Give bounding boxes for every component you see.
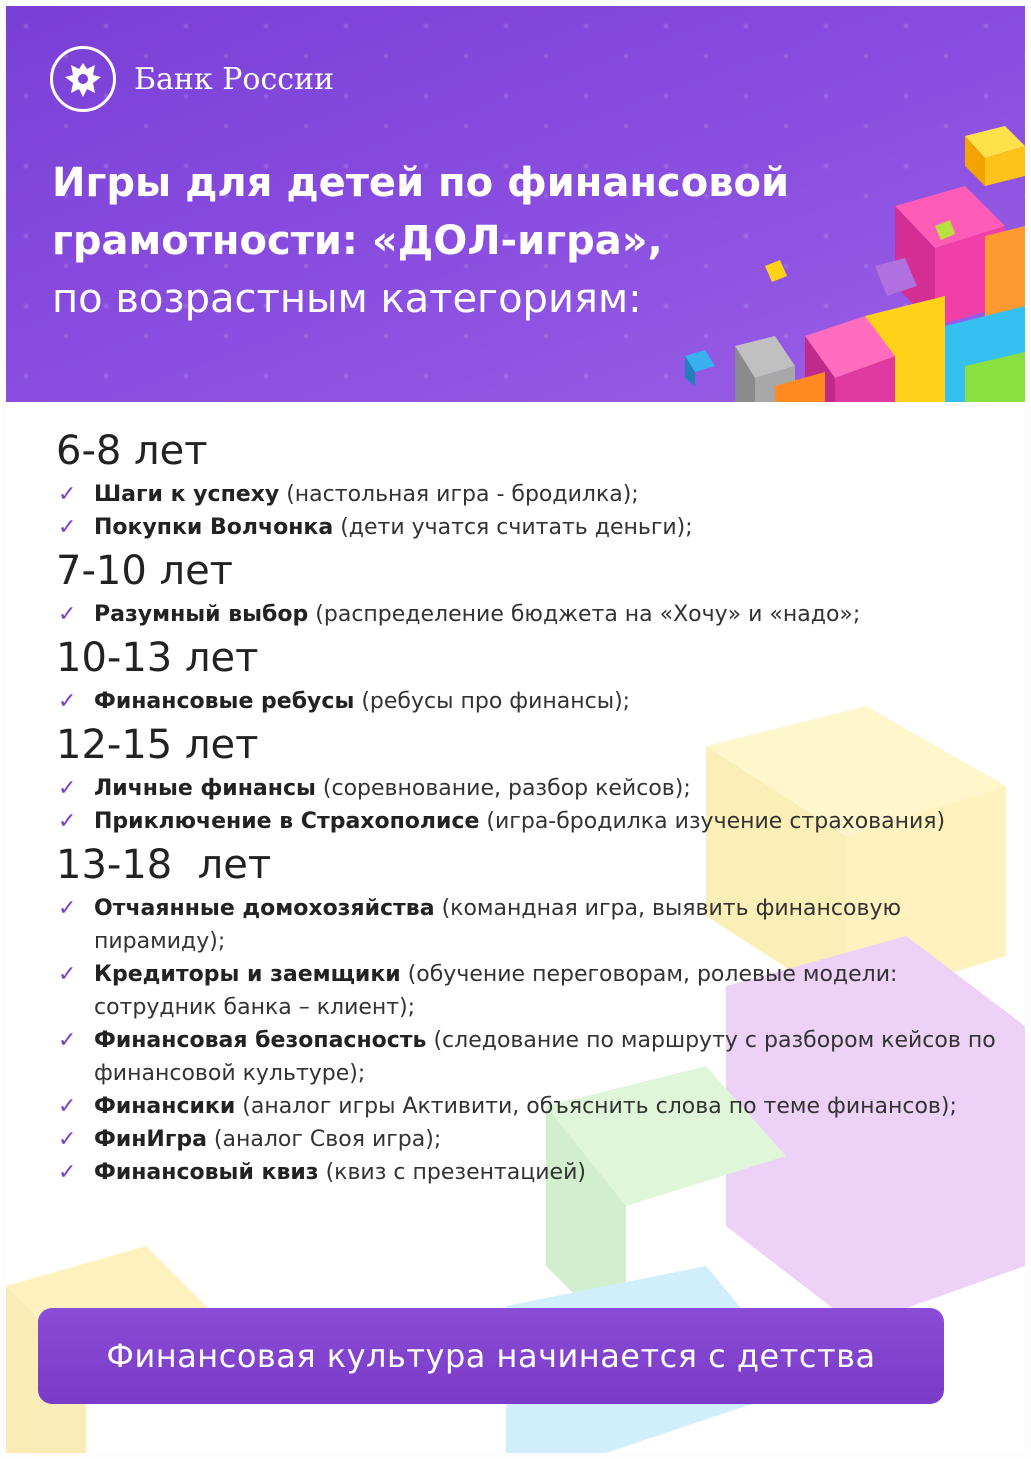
header-banner (6, 6, 1025, 402)
list-item (56, 892, 1016, 958)
game-description: (дети учатся считать деньги); (333, 515, 693, 540)
title-line-1: Игры для детей по финансовой (52, 160, 790, 206)
list-item (56, 685, 1016, 718)
list-item (56, 1156, 1016, 1189)
age-section-10-13 (56, 631, 1016, 718)
game-name: Личные финансы (94, 776, 316, 801)
footer-slogan: Финансовая культура начинается с детства (106, 1337, 876, 1375)
game-name: Финансовый квиз (94, 1160, 319, 1185)
game-name: Приключение в Страхополисе (94, 809, 480, 834)
footer-banner (38, 1308, 944, 1404)
games-list (56, 424, 1016, 1189)
checkmark-icon: ✓ (58, 689, 77, 714)
list-item (56, 1123, 1016, 1156)
game-description: (квиз с презентацией) (318, 1160, 586, 1185)
age-heading: 7-10 лет (56, 548, 233, 594)
checkmark-icon: ✓ (58, 602, 77, 627)
game-description: (игра-бродилка изучение страхования) (479, 809, 946, 834)
checkmark-icon: ✓ (58, 482, 77, 507)
list-item (56, 511, 1016, 544)
game-description: (аналог игры Активити, объяснить слова по теме финансов); (235, 1094, 957, 1119)
game-name: Покупки Волчонка (94, 515, 334, 540)
game-description: (командная игра, выявить финансовую пирамиду); (94, 896, 901, 954)
bank-name: Банк России (134, 61, 335, 97)
title-line-3: по возрастным категориям: (52, 276, 642, 322)
checkmark-icon: ✓ (58, 1028, 77, 1053)
checkmark-icon: ✓ (58, 515, 77, 540)
game-description: (ребусы про финансы); (354, 689, 631, 714)
game-description: (аналог Своя игра); (206, 1127, 442, 1152)
double-eagle-icon (50, 46, 116, 112)
game-name: Финансовые ребусы (94, 689, 355, 714)
age-heading: 13-18 лет (56, 842, 272, 888)
list-item (56, 1024, 1016, 1090)
list-item (56, 1090, 1016, 1123)
game-name: Финансики (94, 1094, 236, 1119)
bank-logo (50, 46, 334, 112)
checkmark-icon: ✓ (58, 962, 77, 987)
game-name: Разумный выбор (94, 602, 309, 627)
checkmark-icon: ✓ (58, 896, 77, 921)
age-heading: 10-13 лет (56, 635, 259, 681)
age-section-13-18 (56, 838, 1016, 1189)
title-line-2: грамотности: «ДОЛ-игра», (52, 218, 663, 264)
checkmark-icon: ✓ (58, 1160, 77, 1185)
poster (6, 6, 1025, 1453)
game-description: (обучение переговорам, ролевые модели: сотрудник банка – клиент); (94, 962, 898, 1020)
list-item (56, 478, 1016, 511)
game-name: Финансовая безопасность (94, 1028, 427, 1053)
game-description: (распределение бюджета на «Хочу» и «надо»; (308, 602, 861, 627)
age-section-6-8 (56, 424, 1016, 544)
game-name: Кредиторы и заемщики (94, 962, 401, 987)
checkmark-icon: ✓ (58, 1094, 77, 1119)
game-description: (следование по маршруту с разбором кейсов по финансовой культуре); (94, 1028, 996, 1086)
checkmark-icon: ✓ (58, 1127, 77, 1152)
game-description: (настольная игра - бродилка); (279, 482, 639, 507)
colorful-cubes-decoration (565, 116, 1025, 402)
game-name: ФинИгра (94, 1127, 207, 1152)
checkmark-icon: ✓ (58, 809, 77, 834)
checkmark-icon: ✓ (58, 776, 77, 801)
age-section-7-10 (56, 544, 1016, 631)
list-item (56, 598, 1016, 631)
age-heading: 12-15 лет (56, 722, 259, 768)
age-section-12-15 (56, 718, 1016, 838)
game-name: Шаги к успеху (94, 482, 280, 507)
list-item (56, 805, 1016, 838)
list-item (56, 958, 1016, 1024)
game-name: Отчаянные домохозяйства (94, 896, 435, 921)
list-item (56, 772, 1016, 805)
age-heading: 6-8 лет (56, 428, 208, 474)
game-description: (соревнование, разбор кейсов); (315, 776, 691, 801)
